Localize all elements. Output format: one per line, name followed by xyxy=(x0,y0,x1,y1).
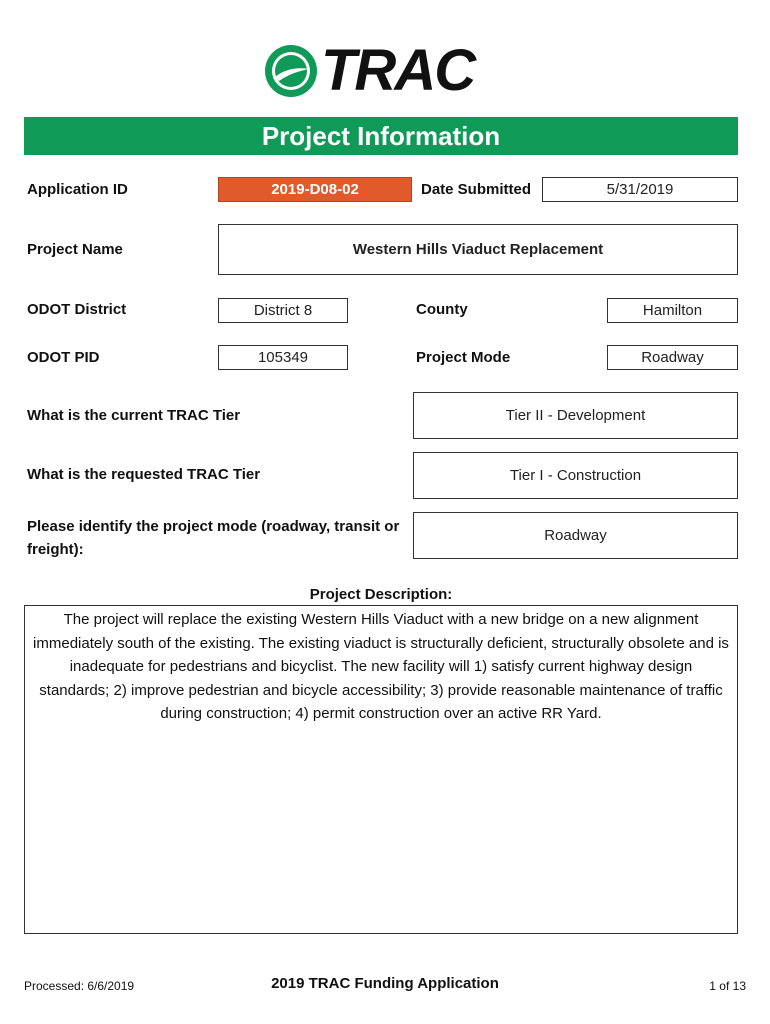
logo-text: TRAC xyxy=(321,38,475,103)
odot-district-label: ODOT District xyxy=(27,301,127,318)
application-id-value: 2019-D08-02 xyxy=(218,177,412,202)
current-tier-label: What is the current TRAC Tier xyxy=(27,407,241,424)
requested-tier-value: Tier I - Construction xyxy=(413,452,738,499)
odot-district-value: District 8 xyxy=(218,298,348,323)
date-submitted-value: 5/31/2019 xyxy=(542,177,738,202)
requested-tier-label: What is the requested TRAC Tier xyxy=(27,466,261,483)
mode-identify-label: Please identify the project mode (roadway, transit or freight): xyxy=(27,518,400,558)
project-mode-value: Roadway xyxy=(607,345,738,370)
odot-pid-value: 105349 xyxy=(218,345,348,370)
odot-pid-label: ODOT PID xyxy=(27,349,100,366)
project-description-heading: Project Description: xyxy=(309,586,453,603)
footer-title: 2019 TRAC Funding Application xyxy=(271,975,499,992)
project-description-text: The project will replace the existing Western Hills Viaduct with a new bridge on a new alignment immediately south of the existing. The existing viaduct is structurally deficient, structurally obsolete and is inadequate for pedestrians and bicyclist. The new facility will 1) satisfy current highway design standards; 2) improve pedestrian and bicycle accessibility; 3) provide reasonable maintenance of traffic during construction; 4) permit construction over an active RR Yard. xyxy=(33,611,729,722)
county-value: Hamilton xyxy=(607,298,738,323)
project-name-value: Western Hills Viaduct Replacement xyxy=(218,224,738,275)
processed-date: Processed: 6/6/2019 xyxy=(24,979,135,993)
section-title: Project Information xyxy=(261,121,501,151)
trac-logo xyxy=(263,38,508,103)
application-id-label: Application ID xyxy=(27,181,128,198)
project-mode-label: Project Mode xyxy=(416,349,511,366)
county-label: County xyxy=(416,301,468,318)
project-name-label: Project Name xyxy=(27,241,123,258)
date-submitted-label: Date Submitted xyxy=(421,181,532,198)
mode-identify-value: Roadway xyxy=(413,512,738,559)
current-tier-value: Tier II - Development xyxy=(413,392,738,439)
odot-roadway-logo-icon xyxy=(263,43,319,99)
project-description-box xyxy=(24,605,738,934)
page-number: 1 of 13 xyxy=(709,979,746,993)
section-header xyxy=(24,117,738,155)
